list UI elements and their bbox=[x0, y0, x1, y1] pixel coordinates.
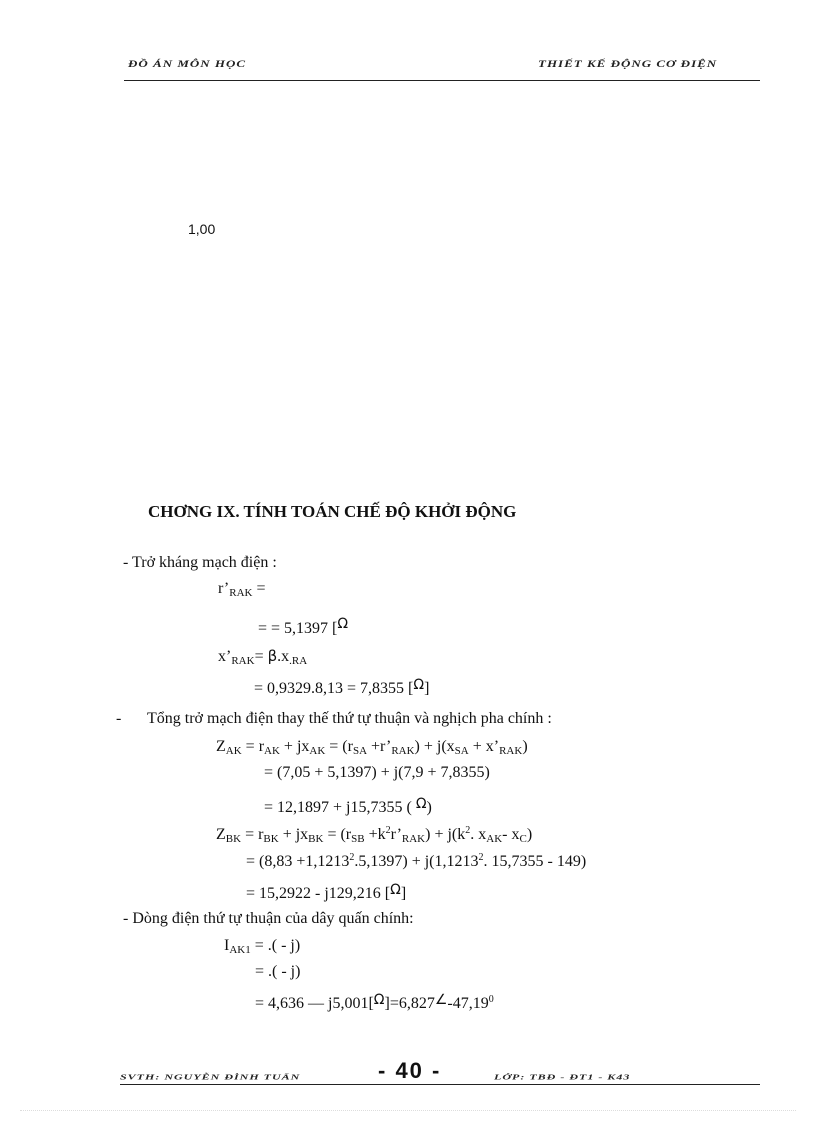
zbk-line-1: $Z_{BK} = r_{BK} + jx_{BK} = (r_{SB}$ $+k^2r’_{RAK}) + j(k^2$. $x_{AK}-$ $x_C$) bbox=[216, 825, 533, 845]
page-number: - 40 - bbox=[378, 1058, 442, 1083]
header-right: THIẾT KẾ ĐỘNG CƠ ĐIỆN bbox=[538, 58, 718, 69]
x-rak-value: = 0,9329.8,13 = 7,8355 [Ω] bbox=[254, 677, 430, 697]
zbk-line-2: = $(8,83 +1,1213^2.5,1397) + j(1,1213^2$. 15,7355 - 149) bbox=[246, 852, 587, 870]
footer-rule bbox=[120, 1084, 760, 1085]
footer-right: LỚP: TBĐ - ĐT1 - K43 bbox=[494, 1073, 631, 1082]
r-rak-line: $r’_{RAK}$ = bbox=[218, 580, 266, 599]
zbk-line-3: = 15,2922 - j129,216 [Ω] bbox=[246, 882, 407, 902]
bullet: - bbox=[116, 710, 122, 727]
chapter-title: CHƠNG IX. TÍNH TOÁN CHẾ ĐỘ KHỞI ĐỘNG bbox=[148, 502, 517, 521]
zak-line-1: $Z_{AK} = r_{AK} + jx_{AK} = (r_{SA}$ $+r’_{RAK}) + j(x_{SA}$ + $x’_{RAK}$) bbox=[216, 738, 528, 757]
x-rak-line: $x’_{RAK}= \beta.x_{.RA}$ bbox=[218, 647, 308, 667]
r-rak-value: = = 5,1397 [Ω bbox=[258, 616, 349, 637]
footer-left: SVTH: NGUYỄN ĐÌNH TUẤN bbox=[120, 1073, 301, 1082]
iak-line-2: = .( - j) bbox=[255, 963, 301, 980]
resistance-title: - Trở kháng mạch điện : bbox=[123, 554, 277, 571]
current-title: - Dòng điện thứ tự thuận của dây quấn chính: bbox=[123, 910, 414, 927]
header-rule bbox=[124, 80, 760, 81]
zak-line-3: = 12,1897 + j15,7355 ( Ω) bbox=[264, 796, 432, 816]
page-edge bbox=[20, 1110, 796, 1111]
impedance-title: Tổng trở mạch điện thay thế thứ tự thuận và nghịch pha chính : bbox=[147, 710, 552, 727]
header-left: ĐỒ ÁN MÔN HỌC bbox=[128, 58, 247, 69]
zak-line-2: = (7,05 + 5,1397) + j(7,9 + 7,8355) bbox=[264, 764, 490, 781]
iak-line-1: $I_{AK1}$ = .( - j) bbox=[224, 937, 301, 956]
figure-label: 1,00 bbox=[188, 221, 216, 237]
iak-line-3: = 4,636 — $j5,001[\Omega]=6,827\angle-47,19^0$ bbox=[255, 992, 494, 1012]
